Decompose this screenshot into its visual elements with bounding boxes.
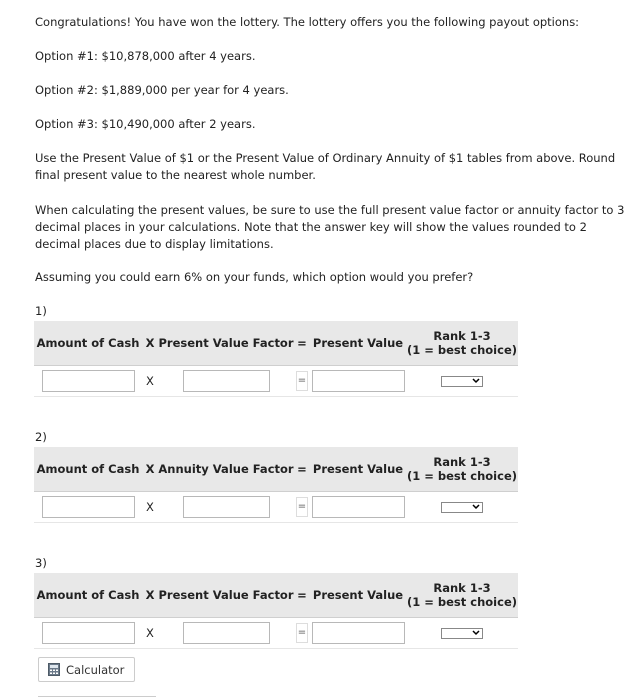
- times-sign: X: [142, 366, 158, 397]
- equals-sign: =: [296, 497, 308, 517]
- option-1-text: Option #1: $10,878,000 after 4 years.: [35, 49, 256, 63]
- table-row: [34, 492, 518, 523]
- equals-sign: =: [296, 623, 308, 643]
- header-equals: =: [294, 321, 310, 366]
- header-rank: Rank 1-3 (1 = best choice): [406, 321, 518, 366]
- times-sign: X: [142, 618, 158, 649]
- question-text: Assuming you could earn 6% on your funds, which option would you prefer?: [35, 270, 474, 284]
- rank-select-2[interactable]: [441, 502, 483, 513]
- calculator-button[interactable]: [38, 657, 135, 682]
- header-amount-of-cash: Amount of Cash: [34, 321, 142, 366]
- table-row: [34, 366, 518, 397]
- header-annuity-value-factor: Annuity Value Factor: [158, 447, 294, 492]
- header-present-value-factor: Present Value Factor: [158, 573, 294, 618]
- instruction-text: Use the Present Value of $1 or the Present Value of Ordinary Annuity of $1 tables from above. Round final present value to the nearest whole number.: [35, 151, 616, 182]
- header-rank: Rank 1-3 (1 = best choice): [406, 447, 518, 492]
- intro-text: Congratulations! You have won the lottery. The lottery offers you the following payout options:: [35, 15, 580, 29]
- header-times: X: [142, 447, 158, 492]
- cash-input-2[interactable]: [42, 496, 135, 518]
- chevron-down-icon: [472, 504, 480, 510]
- note-text: When calculating the present values, be sure to use the full present value factor or annuity factor to 3 decimal places in your calculations. Note that the answer key will show the values rounded to 2 decimal places due to display limitations.: [35, 203, 625, 251]
- header-equals: =: [294, 573, 310, 618]
- header-present-value: Present Value: [310, 573, 406, 618]
- cash-input-1[interactable]: [42, 370, 135, 392]
- calc-table-2: [34, 447, 518, 523]
- present-value-input-2[interactable]: [312, 496, 405, 518]
- times-sign: X: [142, 492, 158, 523]
- rank-select-3[interactable]: [441, 628, 483, 639]
- question-number-2: 2): [35, 430, 47, 444]
- header-times: X: [142, 573, 158, 618]
- option-2-text: Option #2: $1,889,000 per year for 4 years.: [35, 83, 289, 97]
- calculator-icon: [48, 663, 60, 676]
- header-times: X: [142, 321, 158, 366]
- present-value-input-3[interactable]: [312, 622, 405, 644]
- factor-input-1[interactable]: [183, 370, 270, 392]
- chevron-down-icon: [472, 630, 480, 636]
- header-present-value-factor: Present Value Factor: [158, 321, 294, 366]
- factor-input-2[interactable]: [183, 496, 270, 518]
- cash-input-3[interactable]: [42, 622, 135, 644]
- header-amount-of-cash: Amount of Cash: [34, 573, 142, 618]
- calc-table-1: [34, 321, 518, 397]
- question-number-3: 3): [35, 556, 47, 570]
- factor-input-3[interactable]: [183, 622, 270, 644]
- header-rank: Rank 1-3 (1 = best choice): [406, 573, 518, 618]
- header-present-value: Present Value: [310, 321, 406, 366]
- header-present-value: Present Value: [310, 447, 406, 492]
- question-number-1: 1): [35, 304, 47, 318]
- calc-table-3: [34, 573, 518, 649]
- table-row: [34, 618, 518, 649]
- next-element-edge: [38, 696, 156, 700]
- present-value-input-1[interactable]: [312, 370, 405, 392]
- equals-sign: =: [296, 371, 308, 391]
- header-amount-of-cash: Amount of Cash: [34, 447, 142, 492]
- rank-select-1[interactable]: [441, 376, 483, 387]
- header-equals: =: [294, 447, 310, 492]
- option-3-text: Option #3: $10,490,000 after 2 years.: [35, 117, 256, 131]
- calculator-label: Calculator: [66, 662, 125, 677]
- chevron-down-icon: [472, 378, 480, 384]
